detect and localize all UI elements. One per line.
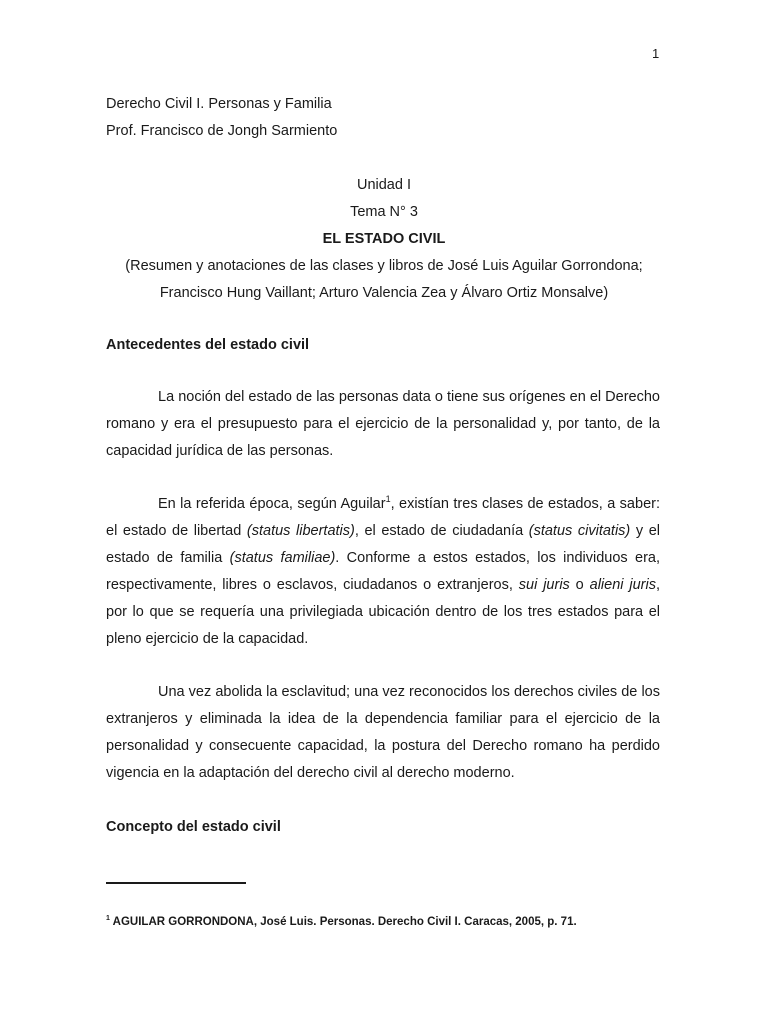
footnote-ref: 1 [385,494,391,505]
subtitle-line-2: Francisco Hung Vaillant; Arturo Valencia Zea y Álvaro Ortiz Monsalve) [159,285,609,301]
p2-text-d: y el estado de familia [106,523,660,566]
p2-text-f: o [569,577,590,593]
p2-text-e: . Conforme a estos estados, los individuos era, respectivamente, libres o esclavos, ciudadanos o extranjeros, [106,550,660,593]
p2-italic-civitatis: (status civitatis) [528,523,631,539]
p2-text-a: En la referida época, según Aguilar [158,496,386,512]
professor-name: Prof. Francisco de Jongh Sarmiento [106,123,338,139]
footnote [106,916,577,928]
p2-text-c: , el estado de ciudadanía [354,523,529,539]
p2-text-g: , por lo que se requería una privilegiada ubicación dentro de los tres estados para el pleno ejercicio de la capacidad. [106,577,661,647]
footnote-marker: 1 [106,915,110,923]
p2-text-b: , existían tres clases de estados, a saber: el estado de libertad [106,496,660,539]
section-heading-concepto: Concepto del estado civil [106,819,281,835]
paragraph-3: Una vez abolida la esclavitud; una vez reconocidos los derechos civiles de los extranjeros y eliminada la idea de la dependencia familiar para el ejercicio de la personalidad y consecuente capacidad, la postura del Derecho romano ha perdido vigencia en la adaptación del derecho civil al derecho moderno. [106,684,660,781]
document-title: EL ESTADO CIVIL [322,231,446,247]
footnote-text: AGUILAR GORRONDONA, José Luis. Personas. Derecho Civil I. Caracas, 2005, p. 71. [109,916,577,928]
section-heading-antecedentes: Antecedentes del estado civil [106,337,310,353]
p2-italic-libertatis: (status libertatis) [246,523,355,539]
unit-label: Unidad I [356,177,411,193]
paragraph-1: La noción del estado de las personas data o tiene sus orígenes en el Derecho romano y era el presupuesto para el ejercicio de la personalidad y, por tanto, de la capacidad jurídica de las personas. [106,389,660,459]
subtitle-line-1: (Resumen y anotaciones de las clases y libros de José Luis Aguilar Gorrondona; [125,258,643,274]
p2-italic-alieni-juris: alieni juris [589,577,656,593]
p2-italic-sui-juris: sui juris [518,577,570,593]
course-title: Derecho Civil I. Personas y Familia [106,96,332,112]
page-number: 1 [652,46,660,61]
topic-label: Tema N° 3 [350,204,418,220]
footnote-separator [106,882,246,884]
p2-italic-familiae: (status familiae) [229,550,336,566]
paragraph-2 [106,491,660,653]
